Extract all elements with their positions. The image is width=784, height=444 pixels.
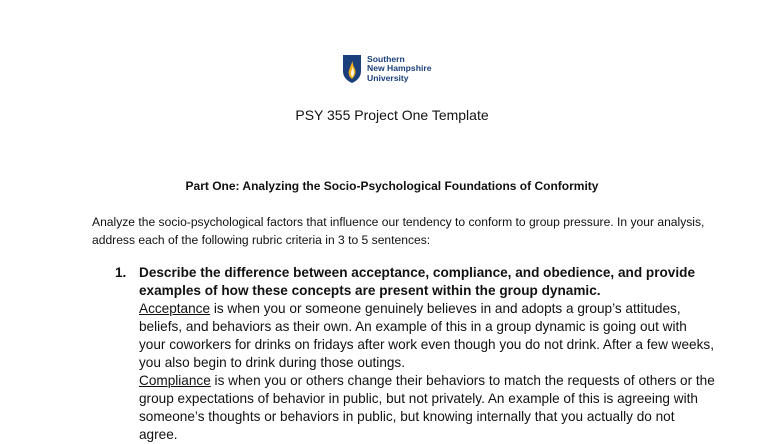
compliance-paragraph bbox=[139, 372, 715, 444]
logo-line-3: University bbox=[367, 72, 409, 83]
list-number: 1. bbox=[115, 265, 127, 280]
compliance-text: is when you or others change their behaviors to match the requests of others or the group expectations of behavior in public, but not privately. An example of this is agreeing with someone’s thoughts or behaviors in public, but knowing internally that you actually do not agree. bbox=[139, 373, 715, 442]
logo-wordmark bbox=[367, 55, 431, 83]
rubric-question: Describe the difference between acceptance, compliance, and obedience, and provide examples of how these concepts are present within the group dynamic. bbox=[139, 265, 696, 298]
logo-line-1: Southern bbox=[367, 54, 405, 64]
compliance-term: Compliance bbox=[139, 373, 211, 388]
logo-line-2: New Hampshire bbox=[367, 63, 432, 74]
part-one-heading: Part One: Analyzing the Socio-Psychological Foundations of Conformity bbox=[185, 179, 599, 193]
snhu-logo bbox=[342, 54, 431, 84]
rubric-item-1 bbox=[115, 264, 715, 444]
intro-paragraph: Analyze the socio-psychological factors that influence our tendency to conform to group pressure. In your analysis, address each of the following rubric criteria in 3 to 5 sentences: bbox=[92, 215, 705, 247]
acceptance-term: Acceptance bbox=[139, 301, 211, 316]
acceptance-text: is when you or someone genuinely believes in and adopts a group’s attitudes, beliefs, and behaviors as their own. An example of this in a group dynamic is going out with your coworkers for drinks on fridays after work even though you do not drink. After a few weeks, you also begin to drink during those outings. bbox=[139, 301, 714, 370]
acceptance-paragraph bbox=[139, 300, 715, 372]
document-title: PSY 355 Project One Template bbox=[295, 107, 489, 123]
rubric-item-body bbox=[139, 264, 715, 444]
flame-shield-icon bbox=[342, 54, 362, 84]
